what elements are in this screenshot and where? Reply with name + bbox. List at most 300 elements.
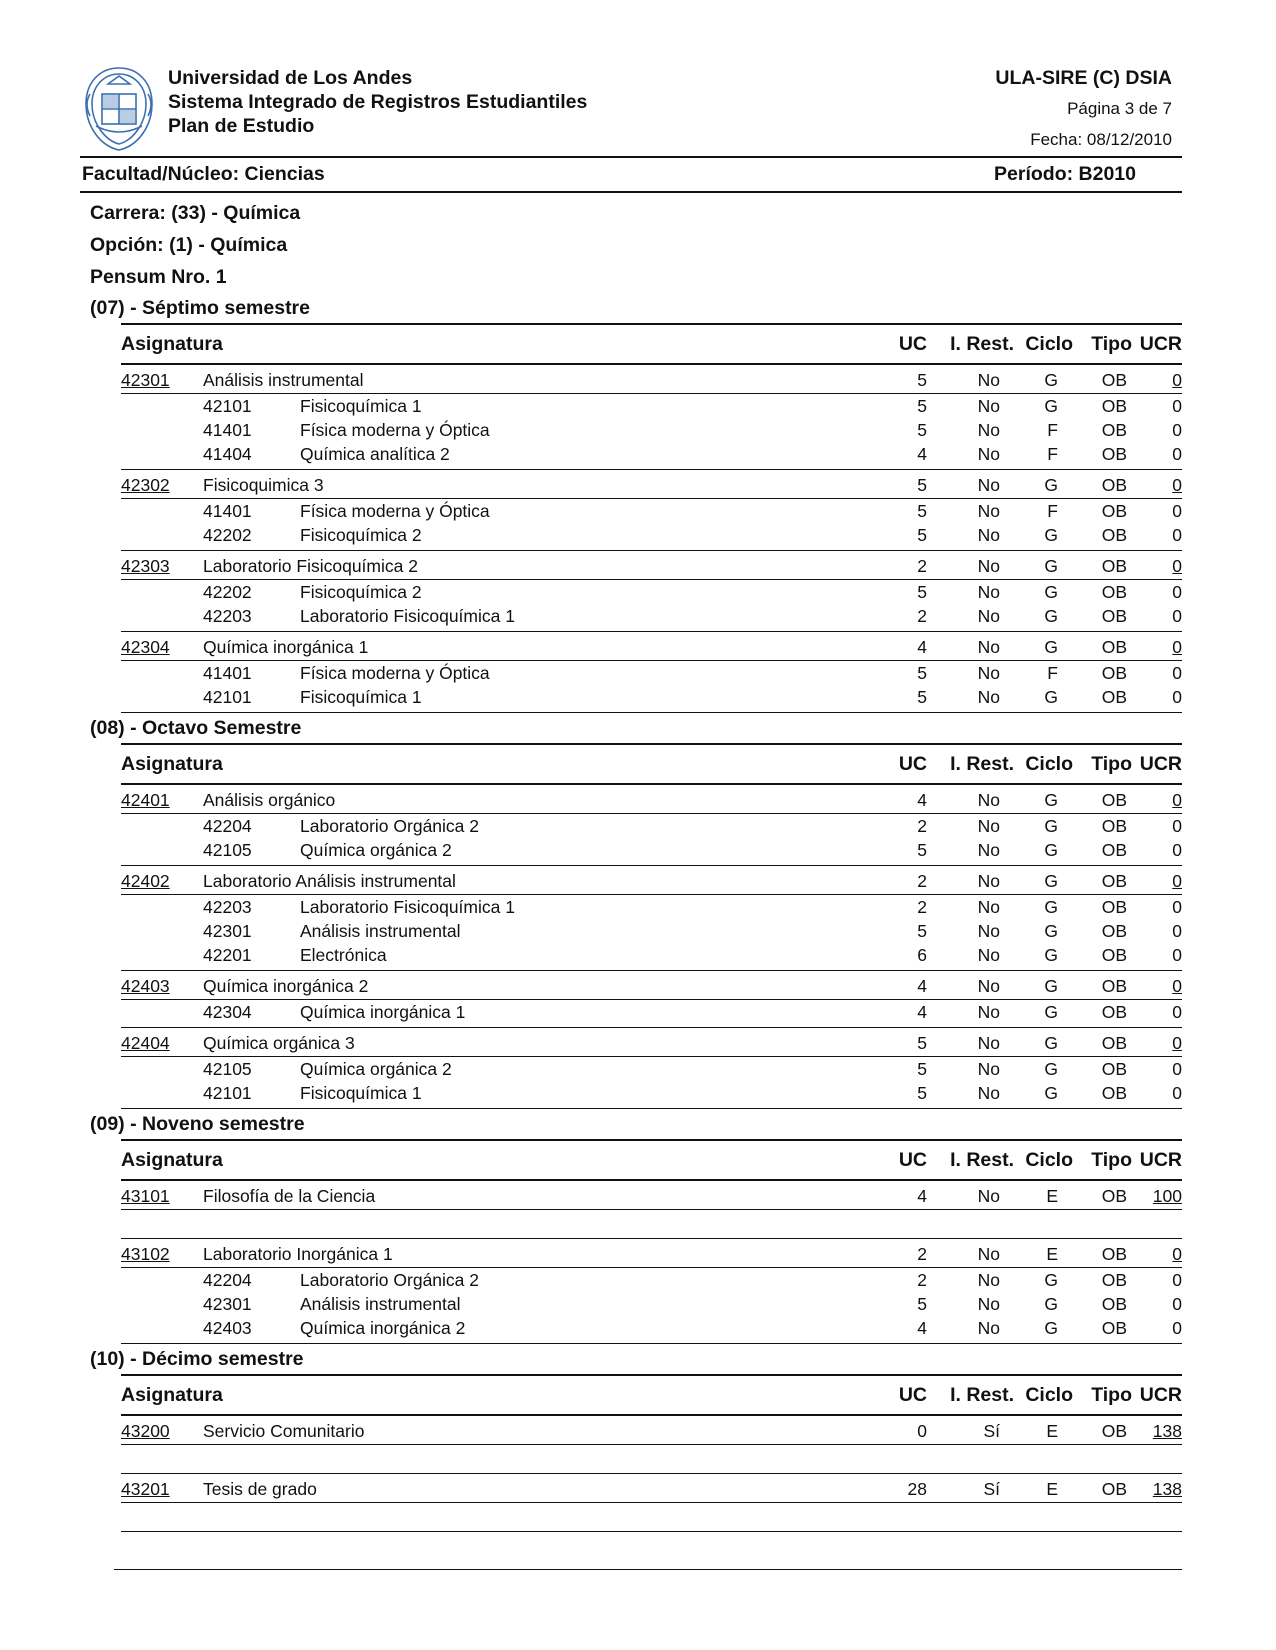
prereq-irest-value: No [977, 1059, 1000, 1079]
prereq-ciclo-value: G [1044, 921, 1058, 941]
prereq-uc-value: 5 [917, 1294, 927, 1314]
prereq-course-code: 41401 [203, 420, 252, 440]
prerequisite-row [121, 580, 1182, 604]
prerequisite-row [121, 919, 1182, 943]
prerequisite-row [121, 1268, 1182, 1292]
tipo-value: OB [1101, 370, 1127, 390]
uc-value: 4 [917, 976, 927, 996]
column-header-tipo: Tipo [1091, 1384, 1132, 1406]
prereq-irest-value: No [977, 816, 1000, 836]
semester-title: (08) - Octavo Semestre [90, 717, 302, 739]
prereq-course-name: Electrónica [300, 945, 387, 965]
course-code: 43200 [121, 1421, 170, 1441]
column-header-asignatura: Asignatura [121, 333, 223, 355]
irest-value: No [977, 475, 1000, 495]
prerequisite-row [121, 814, 1182, 838]
course-row [121, 365, 1182, 394]
ucr-value: 0 [1172, 1244, 1182, 1264]
uc-value: 2 [917, 871, 927, 891]
prereq-course-name: Fisicoquímica 1 [300, 1083, 422, 1103]
prereq-ciclo-value: G [1044, 1002, 1058, 1022]
irest-value: No [977, 637, 1000, 657]
prereq-course-code: 42403 [203, 1318, 252, 1338]
prereq-uc-value: 5 [917, 687, 927, 707]
column-header-ucr: UCR [1139, 753, 1182, 775]
prereq-ciclo-value: G [1044, 1294, 1058, 1314]
prereq-ucr-value: 0 [1172, 945, 1182, 965]
prereq-ucr-value: 0 [1172, 1294, 1182, 1314]
prereq-course-code: 42301 [203, 1294, 252, 1314]
prereq-course-code: 42101 [203, 396, 252, 416]
prerequisite-row [121, 685, 1182, 709]
prereq-irest-value: No [977, 840, 1000, 860]
semester-title: (09) - Noveno semestre [90, 1113, 305, 1135]
prereq-course-code: 42201 [203, 945, 252, 965]
prereq-uc-value: 2 [917, 816, 927, 836]
prereq-uc-value: 5 [917, 501, 927, 521]
prerequisite-row [121, 1000, 1182, 1024]
prereq-ciclo-value: G [1044, 525, 1058, 545]
uc-value: 5 [917, 370, 927, 390]
course-name: Química orgánica 3 [203, 1033, 355, 1053]
tipo-value: OB [1101, 1421, 1127, 1441]
ciclo-value: G [1044, 637, 1058, 657]
block-spacer [121, 1340, 1182, 1343]
column-header-ucr: UCR [1139, 1149, 1182, 1171]
course-row [121, 470, 1182, 499]
prereq-tipo-value: OB [1101, 1059, 1127, 1079]
prereq-course-code: 42105 [203, 840, 252, 860]
course-row [121, 1474, 1182, 1503]
prerequisite-row [121, 523, 1182, 547]
prereq-ucr-value: 0 [1172, 1059, 1182, 1079]
prerequisite-row [121, 1292, 1182, 1316]
course-name: Química inorgánica 1 [203, 637, 369, 657]
uc-value: 2 [917, 556, 927, 576]
prereq-tipo-value: OB [1101, 816, 1127, 836]
prereq-course-name: Análisis instrumental [300, 921, 461, 941]
prereq-irest-value: No [977, 606, 1000, 626]
prereq-course-code: 41404 [203, 444, 252, 464]
prereq-ciclo-value: G [1044, 1059, 1058, 1079]
prereq-irest-value: No [977, 663, 1000, 683]
prereq-course-name: Química orgánica 2 [300, 1059, 452, 1079]
prereq-course-name: Química analítica 2 [300, 444, 450, 464]
prereq-ciclo-value: G [1044, 1270, 1058, 1290]
prereq-course-name: Química inorgánica 1 [300, 1002, 466, 1022]
prereq-uc-value: 5 [917, 1083, 927, 1103]
prereq-tipo-value: OB [1101, 606, 1127, 626]
ula-crest-logo [80, 64, 158, 152]
prereq-ucr-value: 0 [1172, 396, 1182, 416]
tipo-value: OB [1101, 976, 1127, 996]
course-row [121, 785, 1182, 814]
prereq-ucr-value: 0 [1172, 582, 1182, 602]
prereq-irest-value: No [977, 444, 1000, 464]
column-header-tipo: Tipo [1091, 753, 1132, 775]
prereq-ucr-value: 0 [1172, 606, 1182, 626]
course-name: Tesis de grado [203, 1479, 317, 1499]
prerequisite-row [121, 943, 1182, 967]
prereq-course-name: Fisicoquímica 1 [300, 396, 422, 416]
prereq-tipo-value: OB [1101, 1270, 1127, 1290]
course-block [121, 365, 1182, 469]
course-block [121, 631, 1182, 712]
prereq-uc-value: 5 [917, 582, 927, 602]
uc-value: 4 [917, 790, 927, 810]
prereq-ucr-value: 0 [1172, 663, 1182, 683]
option-label: Opción: (1) - Química [90, 234, 288, 256]
course-code: 43101 [121, 1186, 170, 1206]
irest-value: Sí [983, 1479, 1000, 1499]
prereq-irest-value: No [977, 501, 1000, 521]
ciclo-value: G [1044, 475, 1058, 495]
prereq-ucr-value: 0 [1172, 921, 1182, 941]
prereq-ciclo-value: G [1044, 606, 1058, 626]
course-name: Laboratorio Fisicoquímica 2 [203, 556, 418, 576]
prerequisite-row [121, 661, 1182, 685]
ucr-value: 0 [1172, 1033, 1182, 1053]
prereq-ucr-value: 0 [1172, 501, 1182, 521]
irest-value: No [977, 1244, 1000, 1264]
course-block [121, 1027, 1182, 1108]
course-table [121, 1139, 1182, 1344]
prereq-course-name: Análisis instrumental [300, 1294, 461, 1314]
table-header [121, 1141, 1182, 1181]
prerequisite-row [121, 442, 1182, 466]
prereq-course-code: 42202 [203, 582, 252, 602]
course-row [121, 632, 1182, 661]
page-number: Página 3 de 7 [1067, 99, 1172, 118]
semester-title: (10) - Décimo semestre [90, 1348, 304, 1370]
prereq-course-code: 42301 [203, 921, 252, 941]
prereq-tipo-value: OB [1101, 921, 1127, 941]
prereq-irest-value: No [977, 420, 1000, 440]
prereq-uc-value: 2 [917, 1270, 927, 1290]
course-table [121, 1374, 1182, 1532]
prereq-tipo-value: OB [1101, 1294, 1127, 1314]
column-header-i-rest: I. Rest. [950, 1384, 1014, 1406]
uc-value: 0 [917, 1421, 927, 1441]
prereq-course-name: Laboratorio Orgánica 2 [300, 1270, 479, 1290]
irest-value: No [977, 556, 1000, 576]
faculty-divider [80, 191, 1182, 193]
ucr-value: 138 [1152, 1421, 1182, 1441]
course-block [121, 1416, 1182, 1473]
irest-value: No [977, 790, 1000, 810]
ucr-value: 0 [1172, 871, 1182, 891]
prerequisite-row [121, 604, 1182, 628]
prereq-ucr-value: 0 [1172, 840, 1182, 860]
irest-value: No [977, 1186, 1000, 1206]
column-header-i-rest: I. Rest. [950, 753, 1014, 775]
ciclo-value: G [1044, 370, 1058, 390]
table-bottom-rule [121, 1531, 1182, 1532]
ciclo-value: G [1044, 871, 1058, 891]
semester-list [90, 293, 1182, 1532]
course-block [121, 1181, 1182, 1238]
course-block [121, 865, 1182, 970]
prereq-tipo-value: OB [1101, 945, 1127, 965]
prereq-tipo-value: OB [1101, 897, 1127, 917]
prereq-course-code: 42204 [203, 1270, 252, 1290]
prereq-uc-value: 5 [917, 420, 927, 440]
prereq-tipo-value: OB [1101, 444, 1127, 464]
tipo-value: OB [1101, 1244, 1127, 1264]
prereq-ucr-value: 0 [1172, 1270, 1182, 1290]
column-header-ucr: UCR [1139, 1384, 1182, 1406]
irest-value: No [977, 871, 1000, 891]
ucr-value: 0 [1172, 976, 1182, 996]
prereq-ciclo-value: G [1044, 816, 1058, 836]
course-code: 42403 [121, 976, 170, 996]
irest-value: No [977, 1033, 1000, 1053]
irest-value: No [977, 976, 1000, 996]
prereq-irest-value: No [977, 945, 1000, 965]
course-code: 42304 [121, 637, 170, 657]
prerequisite-row [121, 1081, 1182, 1105]
course-name: Filosofía de la Ciencia [203, 1186, 376, 1206]
prereq-ucr-value: 0 [1172, 525, 1182, 545]
prereq-ciclo-value: G [1044, 1083, 1058, 1103]
prereq-uc-value: 5 [917, 840, 927, 860]
study-plan-content [90, 197, 1182, 1532]
prereq-ucr-value: 0 [1172, 1318, 1182, 1338]
course-row [121, 1181, 1182, 1210]
table-header [121, 325, 1182, 365]
ciclo-value: E [1046, 1244, 1058, 1264]
ucr-value: 100 [1152, 1186, 1182, 1206]
prereq-uc-value: 4 [917, 1002, 927, 1022]
prereq-ciclo-value: G [1044, 582, 1058, 602]
table-header [121, 1376, 1182, 1416]
course-code: 42303 [121, 556, 170, 576]
prereq-irest-value: No [977, 396, 1000, 416]
course-code: 42402 [121, 871, 170, 891]
course-code: 42302 [121, 475, 170, 495]
prereq-uc-value: 4 [917, 444, 927, 464]
prereq-uc-value: 5 [917, 921, 927, 941]
prereq-irest-value: No [977, 1083, 1000, 1103]
career-label: Carrera: (33) - Química [90, 202, 301, 224]
tipo-value: OB [1101, 1186, 1127, 1206]
course-block [121, 785, 1182, 865]
course-row [121, 1239, 1182, 1268]
prereq-course-name: Fisicoquímica 2 [300, 525, 422, 545]
prereq-course-code: 42203 [203, 897, 252, 917]
tipo-value: OB [1101, 1033, 1127, 1053]
course-table [121, 323, 1182, 713]
semester-section [90, 293, 1182, 713]
ciclo-value: E [1046, 1479, 1058, 1499]
uc-value: 4 [917, 637, 927, 657]
prereq-course-name: Física moderna y Óptica [300, 663, 490, 683]
uc-value: 5 [917, 1033, 927, 1053]
course-table [121, 743, 1182, 1109]
column-header-uc: UC [898, 1384, 927, 1406]
prereq-course-name: Fisicoquímica 1 [300, 687, 422, 707]
prereq-course-name: Laboratorio Fisicoquímica 1 [300, 897, 515, 917]
prereq-course-name: Química orgánica 2 [300, 840, 452, 860]
empty-prereq-row [121, 1210, 1182, 1238]
prereq-tipo-value: OB [1101, 1318, 1127, 1338]
block-spacer [121, 709, 1182, 712]
course-row [121, 551, 1182, 580]
empty-prereq-row [121, 1503, 1182, 1531]
prereq-ciclo-value: G [1044, 897, 1058, 917]
prereq-tipo-value: OB [1101, 1002, 1127, 1022]
prereq-tipo-value: OB [1101, 582, 1127, 602]
ciclo-value: E [1046, 1186, 1058, 1206]
course-code: 43102 [121, 1244, 170, 1264]
semester-section [90, 1344, 1182, 1532]
irest-value: No [977, 370, 1000, 390]
prereq-uc-value: 2 [917, 897, 927, 917]
prereq-irest-value: No [977, 1318, 1000, 1338]
document-title: Plan de Estudio [168, 115, 315, 137]
prereq-irest-value: No [977, 897, 1000, 917]
uc-value: 4 [917, 1186, 927, 1206]
tipo-value: OB [1101, 475, 1127, 495]
course-block [121, 550, 1182, 631]
course-name: Fisicoquimica 3 [203, 475, 324, 495]
ucr-value: 0 [1172, 370, 1182, 390]
column-header-uc: UC [898, 333, 927, 355]
prereq-course-code: 42101 [203, 687, 252, 707]
semester-title: (07) - Séptimo semestre [90, 297, 310, 319]
prereq-irest-value: No [977, 582, 1000, 602]
irest-value: Sí [983, 1421, 1000, 1441]
ucr-value: 138 [1152, 1479, 1182, 1499]
column-header-uc: UC [898, 753, 927, 775]
ucr-value: 0 [1172, 790, 1182, 810]
column-header-ciclo: Ciclo [1025, 333, 1073, 355]
prereq-uc-value: 4 [917, 1318, 927, 1338]
course-row [121, 1028, 1182, 1057]
tipo-value: OB [1101, 871, 1127, 891]
prerequisite-row [121, 499, 1182, 523]
prereq-course-code: 42202 [203, 525, 252, 545]
prereq-irest-value: No [977, 687, 1000, 707]
course-block [121, 970, 1182, 1027]
block-spacer [121, 1105, 1182, 1108]
prereq-ciclo-value: G [1044, 687, 1058, 707]
prereq-ucr-value: 0 [1172, 816, 1182, 836]
course-code: 42301 [121, 370, 170, 390]
ciclo-value: G [1044, 976, 1058, 996]
course-block [121, 1238, 1182, 1343]
prereq-course-code: 42304 [203, 1002, 252, 1022]
prereq-ucr-value: 0 [1172, 687, 1182, 707]
column-header-asignatura: Asignatura [121, 1149, 223, 1171]
prereq-tipo-value: OB [1101, 1083, 1127, 1103]
prerequisite-row [121, 1057, 1182, 1081]
course-row [121, 866, 1182, 895]
system-name: Sistema Integrado de Registros Estudiantiles [168, 91, 588, 113]
empty-prereq-row [121, 1445, 1182, 1473]
course-code: 43201 [121, 1479, 170, 1499]
column-header-asignatura: Asignatura [121, 753, 223, 775]
column-header-tipo: Tipo [1091, 333, 1132, 355]
column-header-asignatura: Asignatura [121, 1384, 223, 1406]
ciclo-value: E [1046, 1421, 1058, 1441]
ciclo-value: G [1044, 790, 1058, 810]
prereq-course-name: Laboratorio Fisicoquímica 1 [300, 606, 515, 626]
prereq-irest-value: No [977, 1270, 1000, 1290]
column-header-ciclo: Ciclo [1025, 1384, 1073, 1406]
tipo-value: OB [1101, 637, 1127, 657]
faculty-label: Facultad/Núcleo: Ciencias [82, 163, 325, 185]
prereq-ciclo-value: F [1047, 444, 1058, 464]
prereq-tipo-value: OB [1101, 663, 1127, 683]
prereq-irest-value: No [977, 1002, 1000, 1022]
prereq-course-name: Física moderna y Óptica [300, 501, 490, 521]
column-header-ciclo: Ciclo [1025, 1149, 1073, 1171]
prereq-ucr-value: 0 [1172, 444, 1182, 464]
prereq-ciclo-value: F [1047, 501, 1058, 521]
prereq-uc-value: 5 [917, 663, 927, 683]
course-name: Laboratorio Análisis instrumental [203, 871, 456, 891]
period-label: Período: B2010 [994, 163, 1136, 185]
prereq-tipo-value: OB [1101, 687, 1127, 707]
uc-value: 2 [917, 1244, 927, 1264]
system-code: ULA-SIRE (C) DSIA [995, 67, 1172, 89]
prereq-course-code: 42101 [203, 1083, 252, 1103]
prereq-ciclo-value: G [1044, 1318, 1058, 1338]
semester-section [90, 713, 1182, 1109]
course-name: Laboratorio Inorgánica 1 [203, 1244, 393, 1264]
pensum-label: Pensum Nro. 1 [90, 266, 227, 288]
prereq-course-name: Laboratorio Orgánica 2 [300, 816, 479, 836]
prereq-tipo-value: OB [1101, 840, 1127, 860]
prereq-tipo-value: OB [1101, 396, 1127, 416]
prereq-ciclo-value: G [1044, 396, 1058, 416]
prerequisite-row [121, 418, 1182, 442]
prerequisite-row [121, 895, 1182, 919]
university-name: Universidad de Los Andes [168, 67, 413, 89]
prereq-uc-value: 2 [917, 606, 927, 626]
ciclo-value: G [1044, 1033, 1058, 1053]
uc-value: 28 [907, 1479, 927, 1499]
page-bottom-rule [114, 1569, 1182, 1570]
tipo-value: OB [1101, 556, 1127, 576]
tipo-value: OB [1101, 1479, 1127, 1499]
prereq-course-code: 42105 [203, 1059, 252, 1079]
prereq-ciclo-value: G [1044, 840, 1058, 860]
semester-section [90, 1109, 1182, 1344]
column-header-ucr: UCR [1139, 333, 1182, 355]
prereq-ucr-value: 0 [1172, 897, 1182, 917]
column-header-uc: UC [898, 1149, 927, 1171]
uc-value: 5 [917, 475, 927, 495]
course-code: 42404 [121, 1033, 170, 1053]
prereq-ucr-value: 0 [1172, 420, 1182, 440]
course-name: Análisis instrumental [203, 370, 364, 390]
table-header [121, 745, 1182, 785]
prereq-ciclo-value: F [1047, 420, 1058, 440]
prereq-irest-value: No [977, 525, 1000, 545]
prereq-uc-value: 5 [917, 1059, 927, 1079]
prereq-uc-value: 5 [917, 396, 927, 416]
header-divider [80, 156, 1182, 158]
column-header-ciclo: Ciclo [1025, 753, 1073, 775]
ucr-value: 0 [1172, 475, 1182, 495]
course-name: Servicio Comunitario [203, 1421, 365, 1441]
ucr-value: 0 [1172, 556, 1182, 576]
prereq-tipo-value: OB [1101, 420, 1127, 440]
prereq-uc-value: 6 [917, 945, 927, 965]
prereq-ciclo-value: G [1044, 945, 1058, 965]
